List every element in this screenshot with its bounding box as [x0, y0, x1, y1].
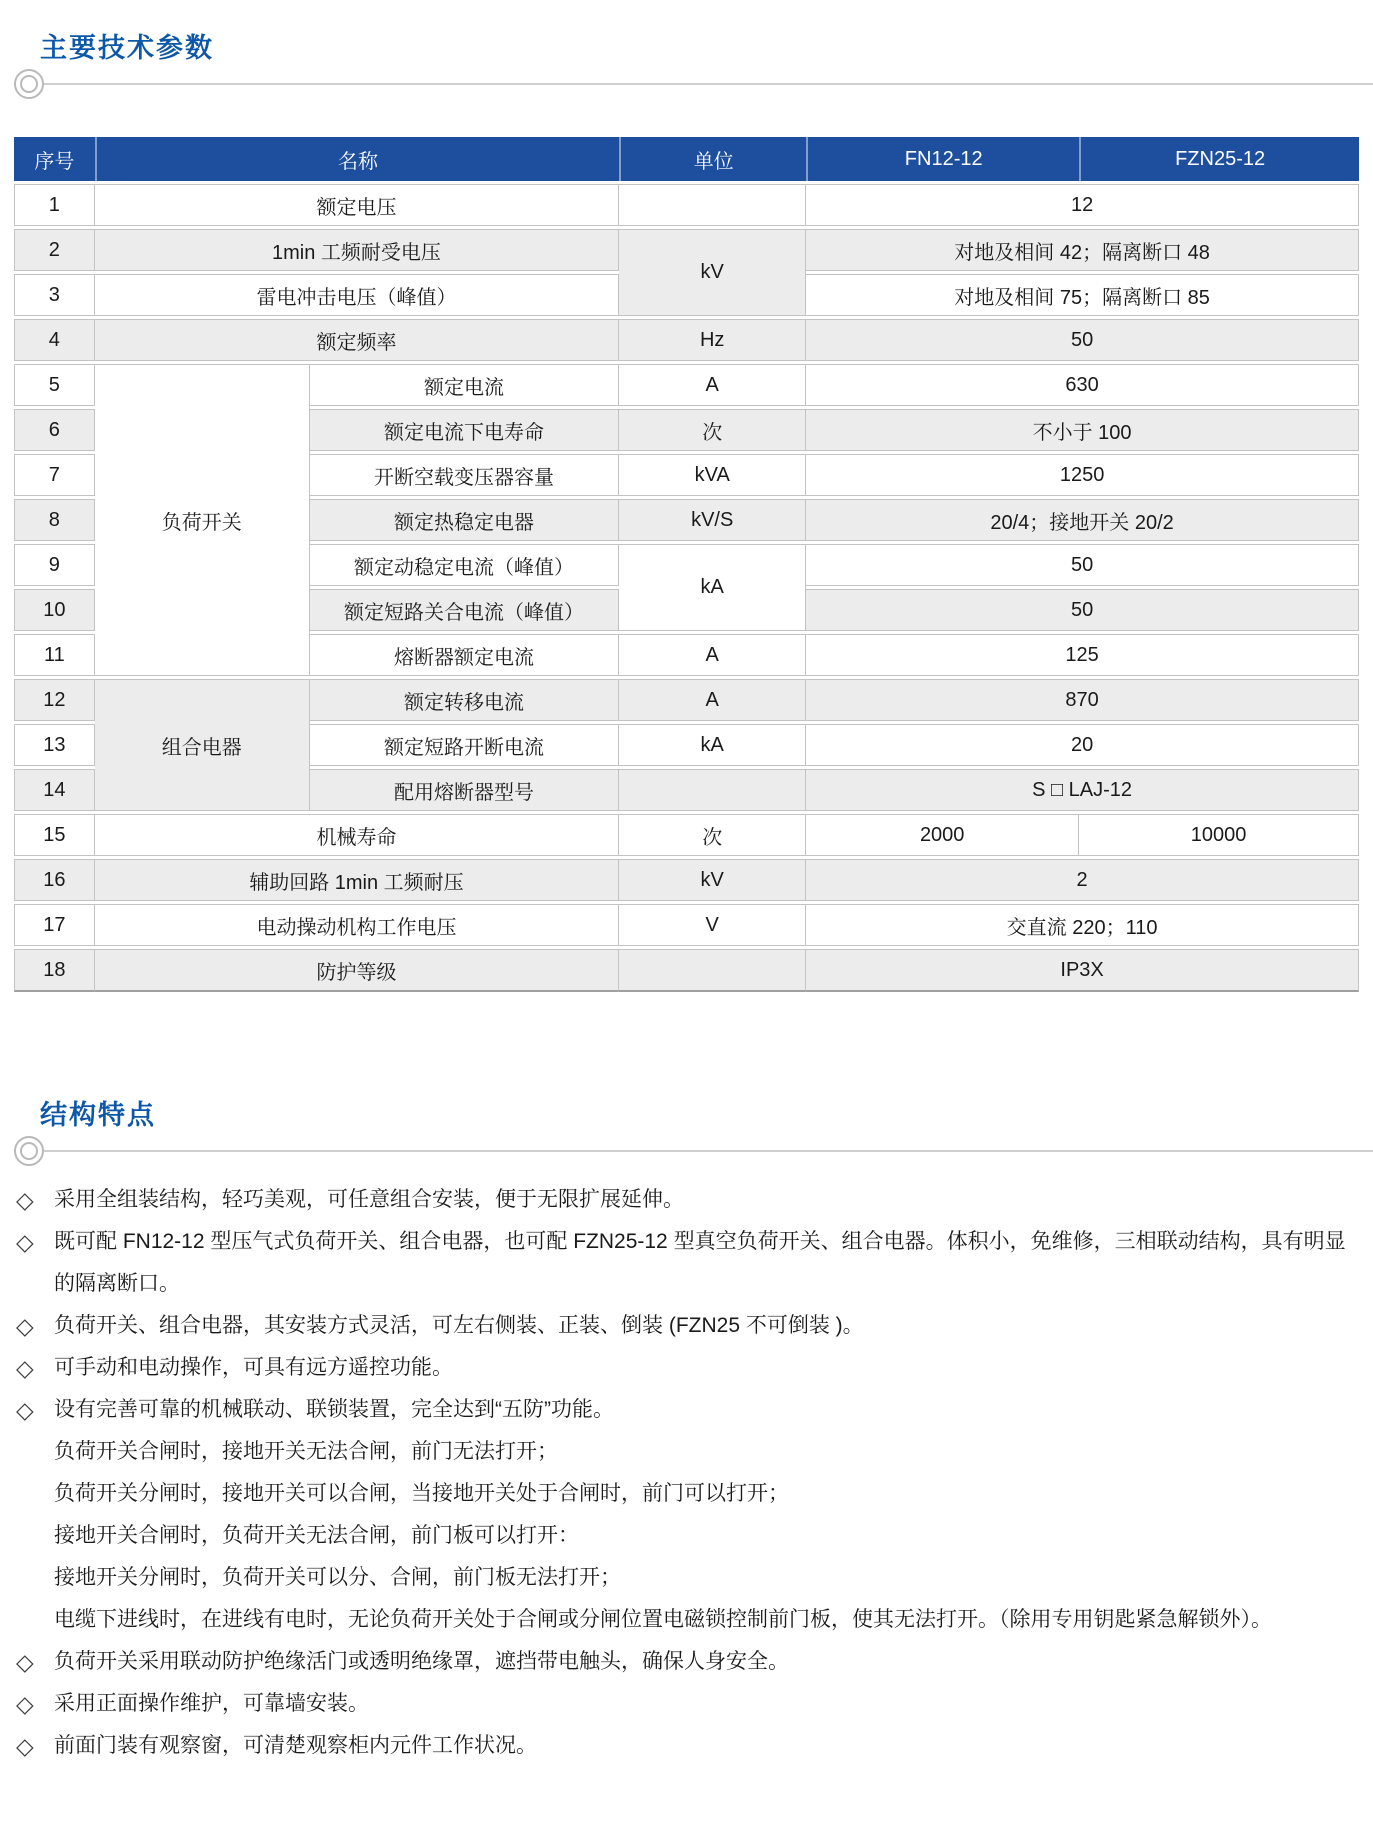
table-cell: 10000: [1079, 814, 1359, 856]
table-row: [14, 859, 1359, 901]
feature-text: 采用正面操作维护，可靠墙安装。: [54, 1692, 369, 1715]
table-cell: A: [619, 364, 806, 406]
table-cell: 对地及相间 75；隔离断口 85: [806, 274, 1359, 316]
table-row: [14, 904, 1359, 946]
table-header-cell: FZN25-12: [1079, 137, 1359, 181]
feature-text: 负荷开关分闸时，接地开关可以合闸，当接地开关处于合闸时，前门可以打开；: [54, 1482, 789, 1505]
table-header-cell: FN12-12: [806, 137, 1079, 181]
ring-icon: [14, 1136, 44, 1166]
table-row: [14, 949, 1359, 992]
rule-line: [44, 83, 1373, 85]
table-cell: 交直流 220；110: [806, 904, 1359, 946]
table-cell: kV: [619, 229, 806, 316]
table-cell: [619, 184, 806, 226]
table-cell: 2: [806, 859, 1359, 901]
feature-sub-item: [14, 1473, 1359, 1515]
table-cell: 额定短路关合电流（峰值）: [310, 589, 619, 631]
table-cell: 16: [14, 859, 95, 901]
section-rule: [0, 68, 1373, 100]
table-cell: 额定电流下电寿命: [310, 409, 619, 451]
table-cell: [619, 769, 806, 811]
table-cell: 额定短路开断电流: [310, 724, 619, 766]
table-cell: 7: [14, 454, 95, 496]
table-cell: Hz: [619, 319, 806, 361]
table-cell: 8: [14, 499, 95, 541]
section-title-tech: 主要技术参数: [40, 33, 214, 63]
table-cell: 13: [14, 724, 95, 766]
table-cell: IP3X: [806, 949, 1359, 992]
feature-text: 负荷开关采用联动防护绝缘活门或透明绝缘罩，遮挡带电触头，确保人身安全。: [54, 1650, 789, 1673]
table-cell: 11: [14, 634, 95, 676]
rule-line: [44, 1150, 1373, 1152]
table-cell: 5: [14, 364, 95, 406]
table-cell: kA: [619, 544, 806, 631]
table-cell: 不小于 100: [806, 409, 1359, 451]
feature-sub-item: [14, 1515, 1359, 1557]
feature-text: 负荷开关合闸时，接地开关无法合闸，前门无法打开；: [54, 1440, 558, 1463]
table-cell: 额定动稳定电流（峰值）: [310, 544, 619, 586]
feature-sub-item: [14, 1431, 1359, 1473]
table-cell: 870: [806, 679, 1359, 721]
table-cell: 2: [14, 229, 95, 271]
table-row: [14, 814, 1359, 856]
table-cell: 额定热稳定电器: [310, 499, 619, 541]
table-cell: 50: [806, 544, 1359, 586]
table-cell: 额定频率: [95, 319, 620, 361]
table-cell: 18: [14, 949, 95, 992]
feature-text: 前面门装有观察窗，可清楚观察柜内元件工作状况。: [54, 1734, 537, 1757]
feature-text: 可手动和电动操作，可具有远方遥控功能。: [54, 1356, 453, 1379]
feature-item: [14, 1641, 1359, 1683]
feature-list: [14, 1179, 1359, 1767]
table-cell: 组合电器: [95, 679, 310, 811]
feature-text: 接地开关合闸时，负荷开关无法合闸，前门板可以打开：: [54, 1524, 579, 1547]
table-cell: 14: [14, 769, 95, 811]
diamond-bullet-icon: ◇: [16, 1313, 34, 1339]
table-cell: 额定电流: [310, 364, 619, 406]
table-cell: A: [619, 679, 806, 721]
table-head: [14, 137, 1359, 181]
diamond-bullet-icon: ◇: [16, 1229, 34, 1255]
table-cell: 负荷开关: [95, 364, 310, 676]
table-body: [14, 184, 1359, 992]
feature-text: 接地开关分闸时，负荷开关可以分、合闸，前门板无法打开；: [54, 1566, 621, 1589]
table-cell: kV/S: [619, 499, 806, 541]
table-cell: 630: [806, 364, 1359, 406]
table-cell: 1: [14, 184, 95, 226]
table-cell: 125: [806, 634, 1359, 676]
table-cell: 6: [14, 409, 95, 451]
table-row: [14, 319, 1359, 361]
table-row: [14, 229, 1359, 271]
table-cell: 9: [14, 544, 95, 586]
table-cell: S □ LAJ-12: [806, 769, 1359, 811]
table-cell: 50: [806, 589, 1359, 631]
table-cell: 17: [14, 904, 95, 946]
table-cell: A: [619, 634, 806, 676]
diamond-bullet-icon: ◇: [16, 1691, 34, 1717]
table-cell: 12: [14, 679, 95, 721]
section-structure-features: [0, 1093, 1373, 1767]
table-row: [14, 364, 1359, 406]
section-title-structure: 结构特点: [40, 1100, 156, 1130]
table-cell: 1250: [806, 454, 1359, 496]
diamond-bullet-icon: ◇: [16, 1733, 34, 1759]
table-cell: 3: [14, 274, 95, 316]
feature-item: [14, 1305, 1359, 1347]
table-cell: 电动操动机构工作电压: [95, 904, 620, 946]
table-cell: kA: [619, 724, 806, 766]
table-row: [14, 679, 1359, 721]
table-cell: 防护等级: [95, 949, 620, 992]
table-cell: 50: [806, 319, 1359, 361]
feature-sub-item: [14, 1599, 1359, 1641]
table-cell: kVA: [619, 454, 806, 496]
table-cell: 15: [14, 814, 95, 856]
feature-text: 设有完善可靠的机械联动、联锁装置，完全达到“五防”功能。: [54, 1398, 614, 1421]
table-cell: [619, 949, 806, 992]
feature-text: 既可配 FN12-12 型压气式负荷开关、组合电器，也可配 FZN25-12 型真空负荷开关、组合电器。体积小，免维修，三相联动结构，具有明显的隔离断口。: [54, 1230, 1346, 1295]
feature-item: [14, 1725, 1359, 1767]
table-cell: 额定电压: [95, 184, 620, 226]
table-cell: 12: [806, 184, 1359, 226]
diamond-bullet-icon: ◇: [16, 1355, 34, 1381]
table-header-cell: 名称: [95, 137, 620, 181]
table-cell: 雷电冲击电压（峰值）: [95, 274, 620, 316]
feature-item: [14, 1347, 1359, 1389]
table-cell: 1min 工频耐受电压: [95, 229, 620, 271]
ring-icon: [14, 69, 44, 99]
table-cell: 20: [806, 724, 1359, 766]
table-cell: kV: [619, 859, 806, 901]
table-cell: 2000: [806, 814, 1079, 856]
feature-text: 采用全组装结构，轻巧美观，可任意组合安装，便于无限扩展延伸。: [54, 1188, 684, 1211]
diamond-bullet-icon: ◇: [16, 1649, 34, 1675]
feature-text: 负荷开关、组合电器，其安装方式灵活，可左右侧装、正装、倒装 (FZN25 不可倒装 )。: [54, 1314, 864, 1337]
table-row: [14, 184, 1359, 226]
table-header-cell: 序号: [14, 137, 95, 181]
table-cell: 熔断器额定电流: [310, 634, 619, 676]
table-cell: 配用熔断器型号: [310, 769, 619, 811]
table-cell: 次: [619, 409, 806, 451]
tech-params-table: [14, 134, 1359, 995]
table-cell: V: [619, 904, 806, 946]
section-rule: [0, 1135, 1373, 1167]
table-cell: 4: [14, 319, 95, 361]
feature-item: [14, 1179, 1359, 1221]
table-cell: 对地及相间 42；隔离断口 48: [806, 229, 1359, 271]
feature-item: [14, 1389, 1359, 1431]
feature-sub-item: [14, 1557, 1359, 1599]
feature-text: 电缆下进线时，在进线有电时，无论负荷开关处于合闸或分闸位置电磁锁控制前门板，使其无法打开。（除用专用钥匙紧急解锁外）。: [54, 1608, 1272, 1631]
table-header-cell: 单位: [619, 137, 806, 181]
feature-item: [14, 1221, 1359, 1305]
table-cell: 机械寿命: [95, 814, 620, 856]
table-header-row: [14, 137, 1359, 181]
table-cell: 次: [619, 814, 806, 856]
table-cell: 20/4；接地开关 20/2: [806, 499, 1359, 541]
feature-item: [14, 1683, 1359, 1725]
table-cell: 辅助回路 1min 工频耐压: [95, 859, 620, 901]
table-cell: 开断空载变压器容量: [310, 454, 619, 496]
diamond-bullet-icon: ◇: [16, 1187, 34, 1213]
table-cell: 额定转移电流: [310, 679, 619, 721]
diamond-bullet-icon: ◇: [16, 1397, 34, 1423]
table-cell: 10: [14, 589, 95, 631]
